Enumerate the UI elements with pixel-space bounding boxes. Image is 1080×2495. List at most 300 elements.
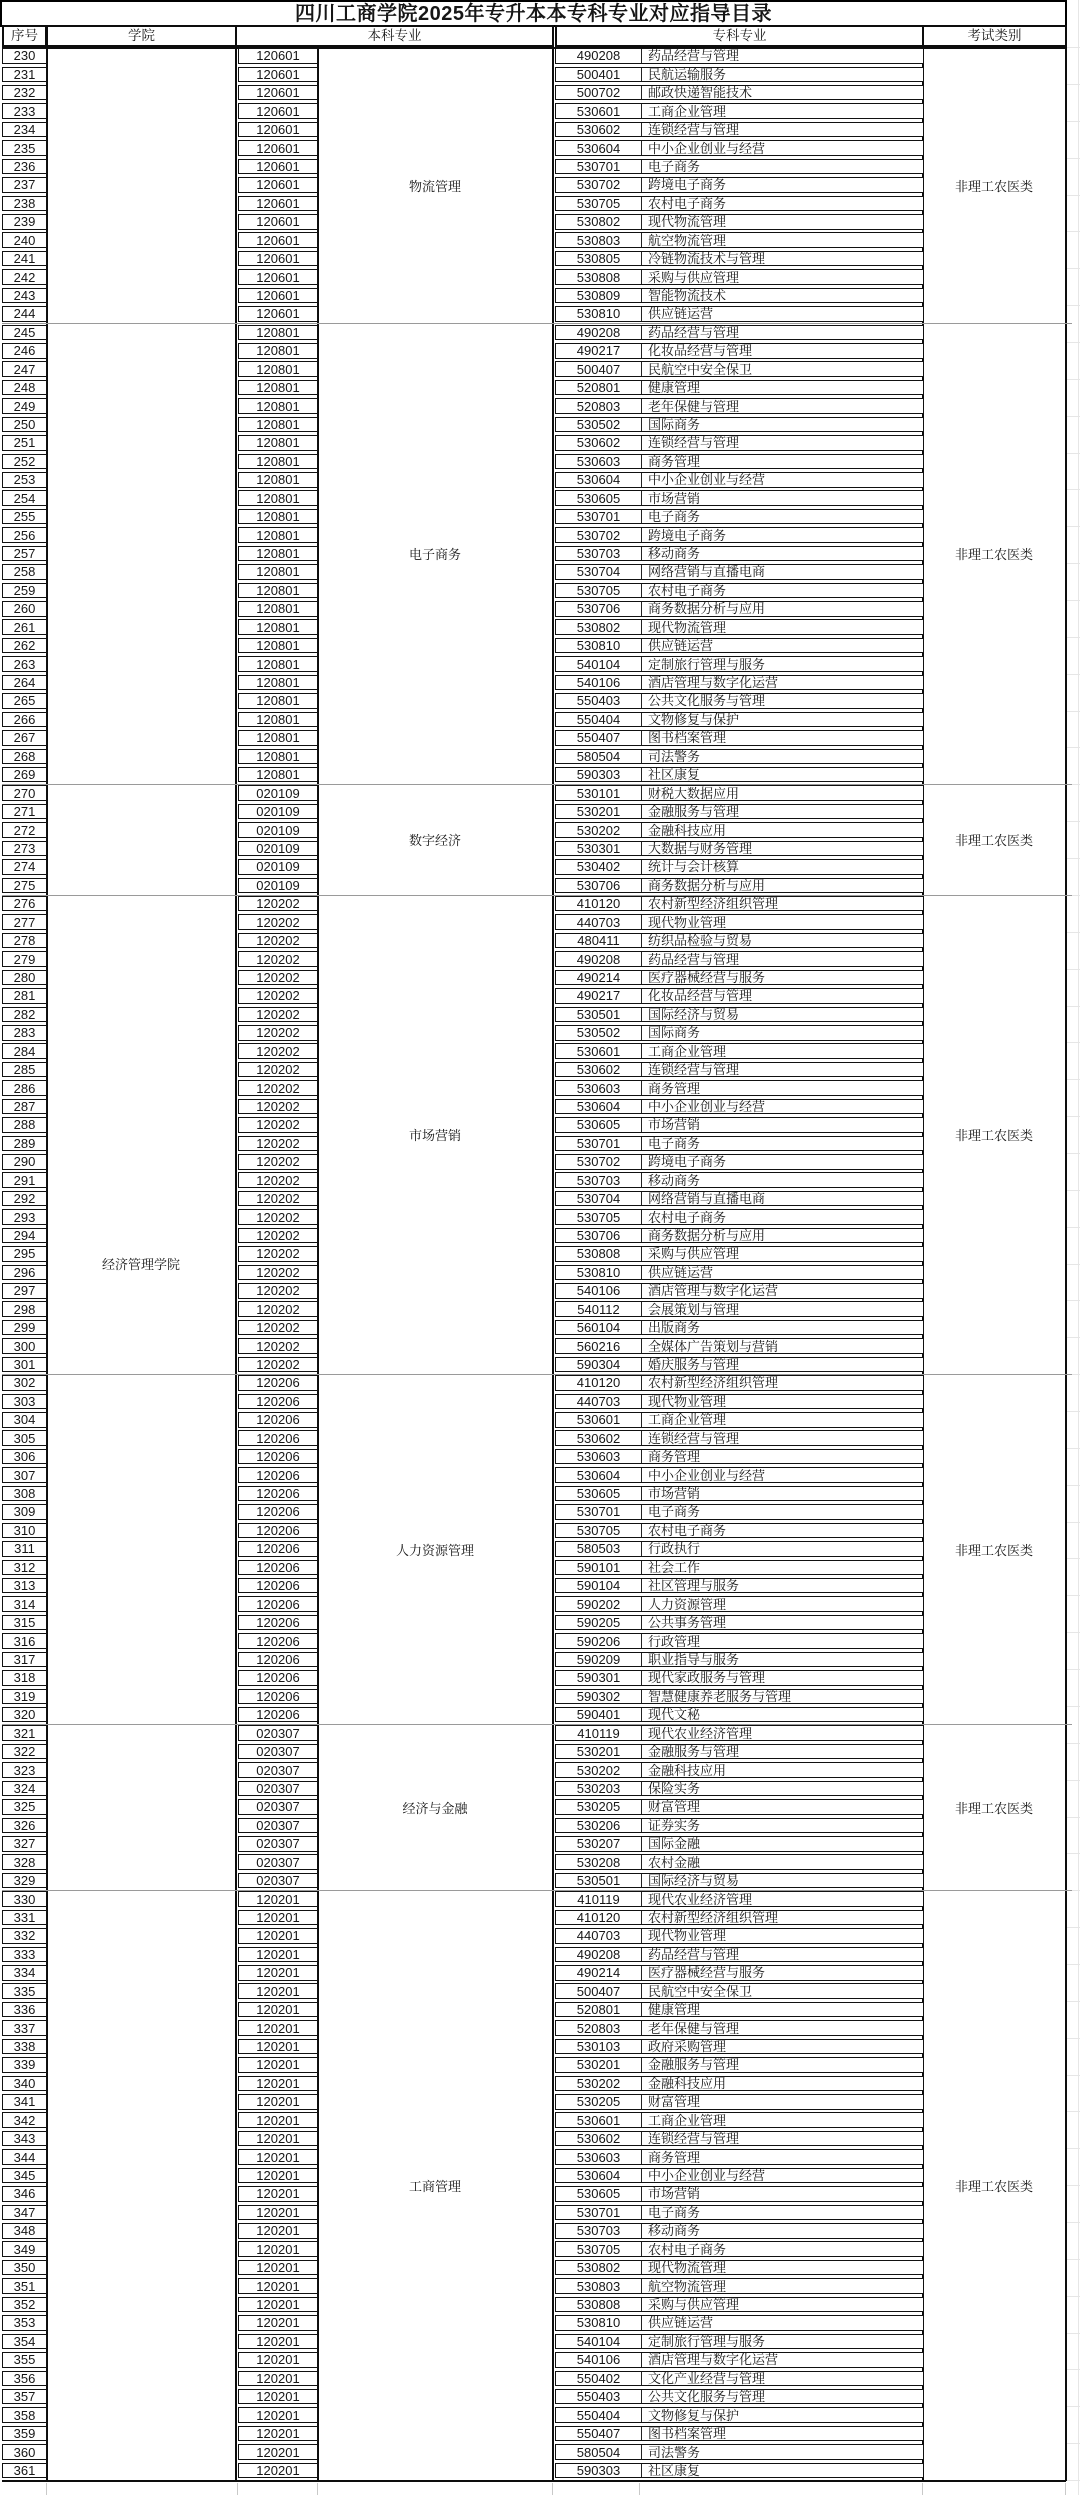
college-major-cell [555,1541,924,1557]
serial-cell: 272 [2,822,47,838]
serial-cell: 353 [2,2315,47,2331]
college-major-code: 440703 [576,1393,621,1409]
undergrad-code-cell: 120201 [238,2334,318,2350]
college-major-name: 定制旅行管理与服务 [641,657,923,671]
college-major-name: 司法警务 [641,750,923,764]
college-major-cell [555,1891,924,1907]
serial-cell: 276 [2,896,47,912]
college-major-code: 530702 [576,527,621,543]
serial-cell: 239 [2,214,47,230]
college-major-cell [555,2039,924,2055]
college-major-code: 530101 [576,785,621,801]
college-major-cell [555,1301,924,1317]
college-major-name: 文化产业经营与管理 [641,2372,923,2386]
college-major-cell [555,1394,924,1410]
serial-cell: 235 [2,140,47,156]
college-major-code: 540104 [576,656,621,672]
college-major-cell [555,2149,924,2165]
college-major-cell [555,380,924,396]
undergrad-major-name-cell: 物流管理 [408,178,461,194]
serial-cell: 269 [2,767,47,783]
serial-cell: 329 [2,1873,47,1889]
college-major-name: 国际经济与贸易 [641,1008,923,1022]
undergrad-code-cell: 120201 [238,1983,318,1999]
college-major-code: 530702 [576,177,621,193]
undergrad-code-cell: 120801 [238,638,318,654]
undergrad-code-cell: 020307 [238,1873,318,1889]
serial-cell: 316 [2,1633,47,1649]
college-major-name: 商务管理 [641,2150,923,2164]
college-major-name: 农村电子商务 [641,1524,923,1538]
serial-cell: 335 [2,1983,47,1999]
serial-cell: 325 [2,1799,47,1815]
college-major-code: 530402 [576,859,621,875]
serial-cell: 326 [2,1818,47,1834]
serial-cell: 271 [2,804,47,820]
college-major-code: 500401 [576,66,621,82]
college-major-cell [555,859,924,875]
college-major-code: 530802 [576,2260,621,2276]
undergrad-code-cell: 120601 [238,48,318,64]
college-major-cell [555,1449,924,1465]
college-major-cell [555,638,924,654]
undergrad-code-cell: 120601 [238,122,318,138]
undergrad-code-cell: 120801 [238,325,318,341]
undergrad-code-cell: 120202 [238,1099,318,1115]
undergrad-code-cell: 120201 [238,2186,318,2202]
college-major-name: 邮政快递智能技术 [641,86,923,100]
college-major-cell [555,2389,924,2405]
college-major-cell [555,2094,924,2110]
college-major-code: 490214 [576,969,621,985]
college-major-code: 530601 [576,103,621,119]
college-major-code: 530603 [576,453,621,469]
undergrad-code-cell: 120206 [238,1615,318,1631]
undergrad-code-cell: 120801 [238,656,318,672]
college-major-cell [555,2352,924,2368]
undergrad-code-cell: 120801 [238,675,318,691]
college-major-code: 410120 [576,1909,621,1925]
serial-cell: 348 [2,2223,47,2239]
college-major-code: 590206 [576,1633,621,1649]
college-major-cell [555,325,924,341]
college-major-code: 530203 [576,1780,621,1796]
college-major-code: 530603 [576,2149,621,2165]
college-major-name: 酒店管理与数字化运营 [641,2353,923,2367]
college-major-cell [555,1320,924,1336]
college-name-cell: 经济管理学院 [101,1257,180,1272]
college-major-code: 530605 [576,1486,621,1502]
college-major-code: 530808 [576,2297,621,2313]
sheet-gridline-bottom [922,2483,923,2495]
college-major-code: 530202 [576,1762,621,1778]
college-major-cell [555,564,924,580]
college-major-code: 580504 [576,2444,621,2460]
serial-cell: 328 [2,1854,47,1870]
undergrad-code-cell: 120201 [238,1910,318,1926]
serial-cell: 277 [2,914,47,930]
undergrad-code-cell: 120201 [238,2463,318,2479]
undergrad-code-cell: 120201 [238,2278,318,2294]
undergrad-code-cell: 120202 [238,1025,318,1041]
serial-cell: 287 [2,1099,47,1115]
undergrad-major-name-cell: 人力资源管理 [395,1542,474,1558]
serial-cell: 352 [2,2297,47,2313]
serial-cell: 356 [2,2371,47,2387]
college-major-cell [555,343,924,359]
college-major-cell [555,1725,924,1741]
serial-cell: 286 [2,1080,47,1096]
serial-cell: 231 [2,67,47,83]
serial-cell: 334 [2,1965,47,1981]
college-major-name: 证券实务 [641,1819,923,1833]
college-major-code: 530301 [576,840,621,856]
college-major-cell [555,767,924,783]
college-major-name: 市场营销 [641,2187,923,2201]
undergrad-code-cell: 120601 [238,85,318,101]
college-major-name: 化妆品经营与管理 [641,344,923,358]
undergrad-code-cell: 120801 [238,398,318,414]
college-major-cell [555,878,924,894]
college-major-name: 商务数据分析与应用 [641,1229,923,1243]
serial-cell: 301 [2,1357,47,1373]
serial-cell: 296 [2,1265,47,1281]
college-major-name: 现代物流管理 [641,620,923,634]
undergrad-code-cell: 120801 [238,472,318,488]
college-major-cell [555,1744,924,1760]
serial-cell: 236 [2,159,47,175]
serial-cell: 344 [2,2149,47,2165]
college-major-name: 商务管理 [641,455,923,469]
college-major-name: 采购与供应管理 [641,270,923,284]
college-major-code: 530602 [576,1430,621,1446]
college-major-code: 410120 [576,896,621,912]
undergrad-major-name-cell: 数字经济 [408,833,461,849]
undergrad-major-name-cell: 市场营销 [408,1127,461,1143]
college-major-cell [555,490,924,506]
college-major-cell [555,2260,924,2276]
college-major-name: 医疗器械经营与服务 [641,971,923,985]
college-major-cell [555,2334,924,2350]
college-major-name: 中小企业创业与经营 [641,141,923,155]
serial-cell: 345 [2,2168,47,2184]
undergrad-code-cell: 120202 [238,988,318,1004]
college-major-code: 530701 [576,1504,621,1520]
college-major-name: 老年保健与管理 [641,2021,923,2035]
undergrad-code-cell: 120202 [238,1007,318,1023]
college-major-code: 590205 [576,1615,621,1631]
college-major-name: 现代家政服务与管理 [641,1671,923,1685]
college-major-cell [555,122,924,138]
college-major-name: 现代物流管理 [641,2261,923,2275]
serial-cell: 300 [2,1338,47,1354]
college-major-code: 530202 [576,822,621,838]
undergrad-code-cell: 120206 [238,1596,318,1612]
undergrad-code-cell: 120801 [238,527,318,543]
serial-cell: 281 [2,988,47,1004]
college-major-code: 440703 [576,1928,621,1944]
college-major-code: 590301 [576,1670,621,1686]
college-major-code: 580503 [576,1541,621,1557]
college-major-cell [555,2223,924,2239]
college-major-cell [555,2444,924,2460]
college-major-cell [555,1209,924,1225]
undergrad-code-cell: 020109 [238,785,318,801]
college-major-name: 电子商务 [641,160,923,174]
serial-cell: 246 [2,343,47,359]
undergrad-code-cell: 120201 [238,2094,318,2110]
college-major-code: 590202 [576,1596,621,1612]
college-major-cell [555,1467,924,1483]
exam-category-cell: 非理工农医类 [954,833,1033,849]
serial-cell: 297 [2,1283,47,1299]
college-major-name: 工商企业管理 [641,1413,923,1427]
serial-cell: 293 [2,1209,47,1225]
serial-cell: 317 [2,1652,47,1668]
exam-category-cell: 非理工农医类 [954,1800,1033,1816]
serial-cell: 333 [2,1947,47,1963]
college-major-name: 农村金融 [641,1855,923,1869]
college-major-name: 职业指导与服务 [641,1653,923,1667]
college-major-code: 550403 [576,693,621,709]
college-major-code: 530706 [576,601,621,617]
college-major-cell [555,509,924,525]
college-major-cell [555,1338,924,1354]
undergrad-code-cell: 120206 [238,1652,318,1668]
serial-cell: 314 [2,1596,47,1612]
college-major-name: 现代农业经济管理 [641,1892,923,1906]
exam-category-cell: 非理工农医类 [954,1127,1033,1143]
undergrad-code-cell: 120202 [238,1136,318,1152]
undergrad-code-cell: 120202 [238,1320,318,1336]
college-major-cell [555,1265,924,1281]
serial-cell: 332 [2,1928,47,1944]
college-major-name: 金融科技应用 [641,823,923,837]
undergrad-code-cell: 120601 [238,269,318,285]
college-major-code: 530208 [576,1854,621,1870]
college-major-code: 530205 [576,2094,621,2110]
college-major-code: 530502 [576,417,621,432]
serial-cell: 331 [2,1910,47,1926]
college-major-cell [555,251,924,267]
serial-cell: 312 [2,1560,47,1576]
undergrad-code-cell: 120601 [238,159,318,175]
college-major-name: 电子商务 [641,1137,923,1151]
serial-cell: 245 [2,325,47,341]
college-major-name: 行政管理 [641,1634,923,1648]
undergrad-code-cell: 120201 [238,2131,318,2147]
serial-cell: 304 [2,1412,47,1428]
college-major-code: 590304 [576,1357,621,1373]
college-major-cell [555,1689,924,1705]
college-major-name: 民航空中安全保卫 [641,362,923,376]
undergrad-code-cell: 120206 [238,1541,318,1557]
college-major-cell [555,988,924,1004]
college-major-code: 530809 [576,287,621,303]
college-major-cell [555,1136,924,1152]
serial-cell: 322 [2,1744,47,1760]
college-major-name: 移动商务 [641,1173,923,1187]
college-major-code: 590101 [576,1559,621,1575]
sheet-gridline-bottom [639,2483,640,2495]
college-major-name: 社区管理与服务 [641,1579,923,1593]
undergrad-code-cell: 120202 [238,1117,318,1133]
undergrad-code-cell: 120601 [238,214,318,230]
college-major-code: 530601 [576,2112,621,2128]
college-major-name: 大数据与财务管理 [641,842,923,856]
college-major-cell [555,1928,924,1944]
college-major-code: 540106 [576,2352,621,2368]
college-major-code: 530604 [576,1098,621,1114]
serial-cell: 308 [2,1486,47,1502]
college-major-code: 530602 [576,2131,621,2147]
serial-cell: 315 [2,1615,47,1631]
college-major-name: 司法警务 [641,2445,923,2459]
college-major-cell [555,822,924,838]
college-major-cell [555,2168,924,2184]
college-major-code: 590401 [576,1707,621,1723]
college-major-code: 530605 [576,1117,621,1133]
college-major-name: 连锁经营与管理 [641,1063,923,1077]
college-major-cell [555,2205,924,2221]
college-major-cell [555,288,924,304]
college-major-name: 航空物流管理 [641,2279,923,2293]
serial-cell: 264 [2,675,47,691]
college-major-name: 文物修复与保护 [641,2408,923,2422]
serial-cell: 357 [2,2389,47,2405]
serial-cell: 299 [2,1320,47,1336]
college-major-cell [555,1965,924,1981]
serial-cell: 283 [2,1025,47,1041]
college-major-code: 530808 [576,1246,621,1262]
college-major-cell [555,914,924,930]
serial-cell: 259 [2,583,47,599]
college-major-cell [555,1947,924,1963]
serial-cell: 324 [2,1781,47,1797]
college-major-code: 530206 [576,1817,621,1833]
college-major-code: 530602 [576,435,621,451]
college-major-name: 现代物业管理 [641,915,923,929]
serial-cell: 282 [2,1007,47,1023]
college-major-name: 金融服务与管理 [641,2058,923,2072]
serial-cell: 234 [2,122,47,138]
college-major-code: 530703 [576,1172,621,1188]
college-major-name: 现代物流管理 [641,215,923,229]
serial-cell: 354 [2,2334,47,2350]
undergrad-code-cell: 020109 [238,804,318,820]
college-major-code: 590303 [576,767,621,783]
serial-cell: 321 [2,1725,47,1741]
college-major-name: 政府采购管理 [641,2040,923,2054]
serial-cell: 265 [2,693,47,709]
college-major-code: 530810 [576,306,621,322]
undergrad-code-cell: 120201 [238,1947,318,1963]
college-major-name: 市场营销 [641,1487,923,1501]
college-major-name: 中小企业创业与经营 [641,473,923,487]
college-major-cell [555,583,924,599]
college-major-cell [555,1707,924,1723]
college-major-cell [555,454,924,470]
college-major-code: 530810 [576,2315,621,2331]
undergrad-code-cell: 120202 [238,1301,318,1317]
undergrad-code-cell: 120801 [238,583,318,599]
college-major-code: 540106 [576,1283,621,1299]
college-major-name: 农村电子商务 [641,197,923,211]
college-major-name: 人力资源管理 [641,1597,923,1611]
college-major-name: 电子商务 [641,510,923,524]
college-major-cell [555,2241,924,2257]
college-major-code: 550404 [576,711,621,727]
college-major-name: 药品经营与管理 [641,1948,923,1962]
college-major-cell [555,2186,924,2202]
college-major-cell [555,1633,924,1649]
undergrad-code-cell: 120202 [238,1062,318,1078]
college-major-cell [555,2315,924,2331]
college-major-cell [555,2463,924,2479]
serial-cell: 302 [2,1375,47,1391]
college-major-cell [555,67,924,83]
college-major-code: 530602 [576,122,621,138]
college-major-cell [555,1615,924,1631]
college-major-name: 医疗器械经营与服务 [641,1966,923,1980]
college-major-cell [555,1854,924,1870]
undergrad-code-cell: 120202 [238,1209,318,1225]
undergrad-code-cell: 120201 [238,2002,318,2018]
sheet-gridline-vertical [1078,0,1079,2495]
college-major-cell [555,85,924,101]
serial-cell: 292 [2,1191,47,1207]
page-title: 四川工商学院2025年专升本本专科专业对应指导目录 [0,0,1067,27]
serial-cell: 252 [2,454,47,470]
college-major-cell [555,2002,924,2018]
college-major-name: 图书档案管理 [641,731,923,745]
college-major-name: 化妆品经营与管理 [641,989,923,1003]
undergrad-code-cell: 020109 [238,841,318,857]
college-major-cell [555,1799,924,1815]
exam-category-cell: 非理工农医类 [954,178,1033,194]
college-major-cell [555,1781,924,1797]
college-major-cell [555,214,924,230]
serial-cell: 238 [2,196,47,212]
college-major-name: 移动商务 [641,2224,923,2238]
college-major-name: 供应链运营 [641,307,923,321]
undergrad-code-cell: 020307 [238,1744,318,1760]
undergrad-code-cell: 020307 [238,1854,318,1870]
college-major-code: 490214 [576,1965,621,1981]
college-major-code: 520801 [576,380,621,396]
header-undergrad-major: 本科专业 [235,25,554,47]
undergrad-code-cell: 120202 [238,1191,318,1207]
college-major-cell [555,1578,924,1594]
college-major-name: 金融服务与管理 [641,1745,923,1759]
serial-cell: 313 [2,1578,47,1594]
college-major-name: 中小企业创业与经营 [641,1100,923,1114]
undergrad-code-cell: 120201 [238,1965,318,1981]
college-major-code: 530705 [576,2241,621,2257]
college-major-code: 590209 [576,1651,621,1667]
college-major-code: 530803 [576,2278,621,2294]
undergrad-code-cell: 120201 [238,1891,318,1907]
undergrad-code-cell: 120201 [238,2297,318,2313]
undergrad-code-cell: 120201 [238,2260,318,2276]
college-major-code: 530601 [576,1043,621,1059]
undergrad-code-cell: 120202 [238,914,318,930]
college-major-name: 农村新型经济组织管理 [641,897,923,911]
serial-cell: 262 [2,638,47,654]
serial-cell: 351 [2,2278,47,2294]
undergrad-code-cell: 120201 [238,2076,318,2092]
college-major-code: 540112 [577,1301,620,1317]
